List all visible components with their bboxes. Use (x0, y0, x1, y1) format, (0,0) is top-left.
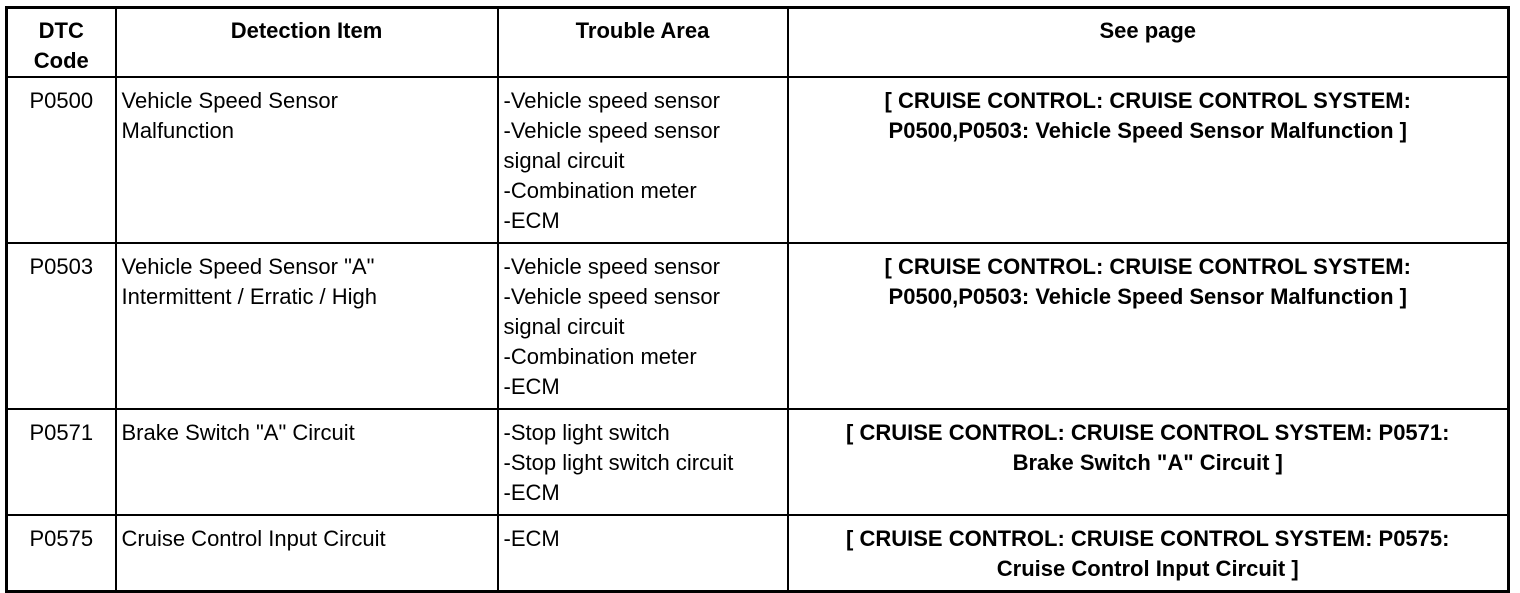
table-row (7, 409, 1509, 515)
trouble-area-line: -Vehicle speed sensor (503, 118, 720, 143)
trouble-area-line: -ECM (503, 526, 560, 551)
dtc-table-container (5, 6, 1510, 593)
table-row (7, 77, 1509, 243)
see-page-line: [ CRUISE CONTROL: CRUISE CONTROL SYSTEM: P0571: (846, 420, 1450, 445)
header-dtc-code (7, 8, 116, 78)
trouble-area-line: signal circuit (503, 148, 625, 173)
trouble-area-line: -Vehicle speed sensor (503, 88, 720, 113)
detection-item-cell (116, 515, 498, 592)
detection-item-line: Vehicle Speed Sensor "A" (121, 254, 375, 279)
see-page-line: [ CRUISE CONTROL: CRUISE CONTROL SYSTEM: (884, 254, 1411, 279)
see-page-line: [ CRUISE CONTROL: CRUISE CONTROL SYSTEM: P0575: (846, 526, 1450, 551)
trouble-area-line: -Stop light switch circuit (503, 450, 734, 475)
see-page-line: [ CRUISE CONTROL: CRUISE CONTROL SYSTEM: (884, 88, 1411, 113)
trouble-area-line: -Combination meter (503, 178, 697, 203)
detection-item-line: Vehicle Speed Sensor (121, 88, 338, 113)
trouble-area-cell (498, 515, 788, 592)
trouble-area-line: -ECM (503, 480, 560, 505)
detection-item-line: Malfunction (121, 118, 235, 143)
see-page-line: Cruise Control Input Circuit ] (996, 556, 1299, 581)
trouble-area-cell (498, 243, 788, 409)
header-dtc-code-line1: DTC (38, 18, 84, 43)
see-page-link[interactable] (788, 409, 1509, 515)
table-row (7, 243, 1509, 409)
detection-item-cell (116, 77, 498, 243)
detection-item-line: Cruise Control Input Circuit (121, 526, 386, 551)
trouble-area-cell (498, 77, 788, 243)
trouble-area-line: -Stop light switch (503, 420, 670, 445)
header-see-page: See page (788, 8, 1509, 78)
dtc-code-cell: P0575 (7, 515, 116, 592)
see-page-line: P0500,P0503: Vehicle Speed Sensor Malfunction ] (888, 284, 1407, 309)
dtc-code-cell: P0571 (7, 409, 116, 515)
detection-item-line: Brake Switch "A" Circuit (121, 420, 355, 445)
table-row (7, 515, 1509, 592)
detection-item-line: Intermittent / Erratic / High (121, 284, 378, 309)
detection-item-cell (116, 409, 498, 515)
dtc-code-cell: P0500 (7, 77, 116, 243)
see-page-line: P0500,P0503: Vehicle Speed Sensor Malfunction ] (888, 118, 1407, 143)
trouble-area-line: signal circuit (503, 314, 625, 339)
trouble-area-line: -Vehicle speed sensor (503, 254, 720, 279)
header-row (7, 8, 1509, 78)
trouble-area-cell (498, 409, 788, 515)
header-trouble-area: Trouble Area (498, 8, 788, 78)
see-page-link[interactable] (788, 77, 1509, 243)
detection-item-cell (116, 243, 498, 409)
header-dtc-code-line2: Code (33, 48, 89, 73)
header-detection-item: Detection Item (116, 8, 498, 78)
dtc-code-cell: P0503 (7, 243, 116, 409)
dtc-table (5, 6, 1510, 593)
see-page-line: Brake Switch "A" Circuit ] (1012, 450, 1283, 475)
trouble-area-line: -ECM (503, 208, 560, 233)
trouble-area-line: -Vehicle speed sensor (503, 284, 720, 309)
trouble-area-line: -Combination meter (503, 344, 697, 369)
see-page-link[interactable] (788, 243, 1509, 409)
trouble-area-line: -ECM (503, 374, 560, 399)
see-page-link[interactable] (788, 515, 1509, 592)
